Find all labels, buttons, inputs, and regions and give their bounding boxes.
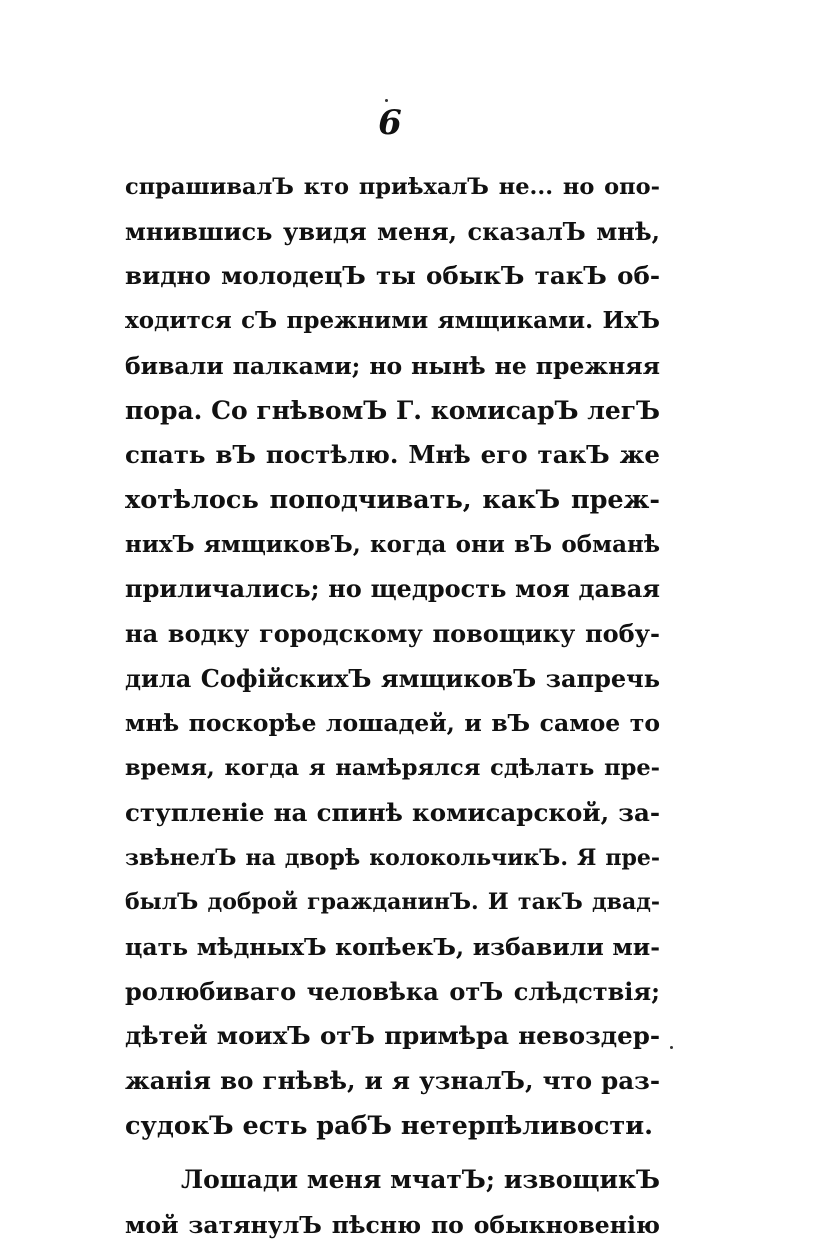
text-line: Лошади меня мчатЪ; извощикЪ (181, 1165, 660, 1195)
text-line: ролюбиваго человѣка отЪ слѣдствія; (125, 976, 660, 1006)
text-line: жанія во гнѣвѣ, и я узналЪ, что раз- (125, 1066, 660, 1096)
text-line: дила СофійскихЪ ямщиковЪ запречь (125, 663, 660, 693)
text-line: время, когда я намѣрялся сдѣлать пре- (125, 755, 660, 782)
paragraph (125, 165, 660, 1148)
ink-speck (385, 99, 388, 102)
paragraph-gap (125, 1148, 660, 1158)
text-line: спать вЪ постѣлю. Мнѣ его такЪ же (125, 440, 660, 470)
text-line: мой затянулЪ пѣсню по обыкновенію (125, 1211, 660, 1240)
text-line: спрашивалЪ кто приѣхалЪ не... но опо- (125, 174, 660, 200)
paragraph (125, 1158, 660, 1247)
ink-speck (670, 1046, 673, 1049)
text-line: нихЪ ямщиковЪ, когда они вЪ обманѣ (125, 530, 660, 558)
text-line: звѣнелЪ на дворѣ колокольчикЪ. Я пре- (125, 844, 660, 871)
text-line: видно молодецЪ ты обыкЪ такЪ об- (125, 261, 660, 291)
text-line: хотѣлось поподчивать, какЪ преж- (125, 484, 660, 515)
text-line: судокЪ есть рабЪ нетерпѣливости. (125, 1110, 653, 1141)
text-line: былЪ доброй гражданинЪ. И такЪ двад- (125, 889, 660, 916)
text-line: бивали палками; но нынѣ не прежняя (125, 351, 660, 380)
text-line: приличались; но щедрость моя давая (125, 574, 660, 604)
text-line: мнившись увидя меня, сказалЪ мнѣ, (125, 216, 660, 246)
text-line: пора. Со гнѣвомЪ Г. комисарЪ легЪ (125, 395, 660, 425)
text-line: мнѣ поскорѣе лошадей, и вЪ самое то (125, 709, 660, 738)
text-line: дѣтей моихЪ отЪ примѣра невоздер- (125, 1021, 660, 1051)
text-line: цать мѣдныхЪ копѣекЪ, избавили ми- (125, 932, 660, 961)
text-line: ходится сЪ прежними ямщиками. ИхЪ (125, 307, 660, 335)
page-number: 6 (378, 103, 402, 143)
body-text (125, 165, 660, 1248)
text-line: на водку городскому повощику побу- (125, 619, 660, 649)
text-line: ступленіе на спинѣ комисарской, за- (125, 797, 660, 827)
